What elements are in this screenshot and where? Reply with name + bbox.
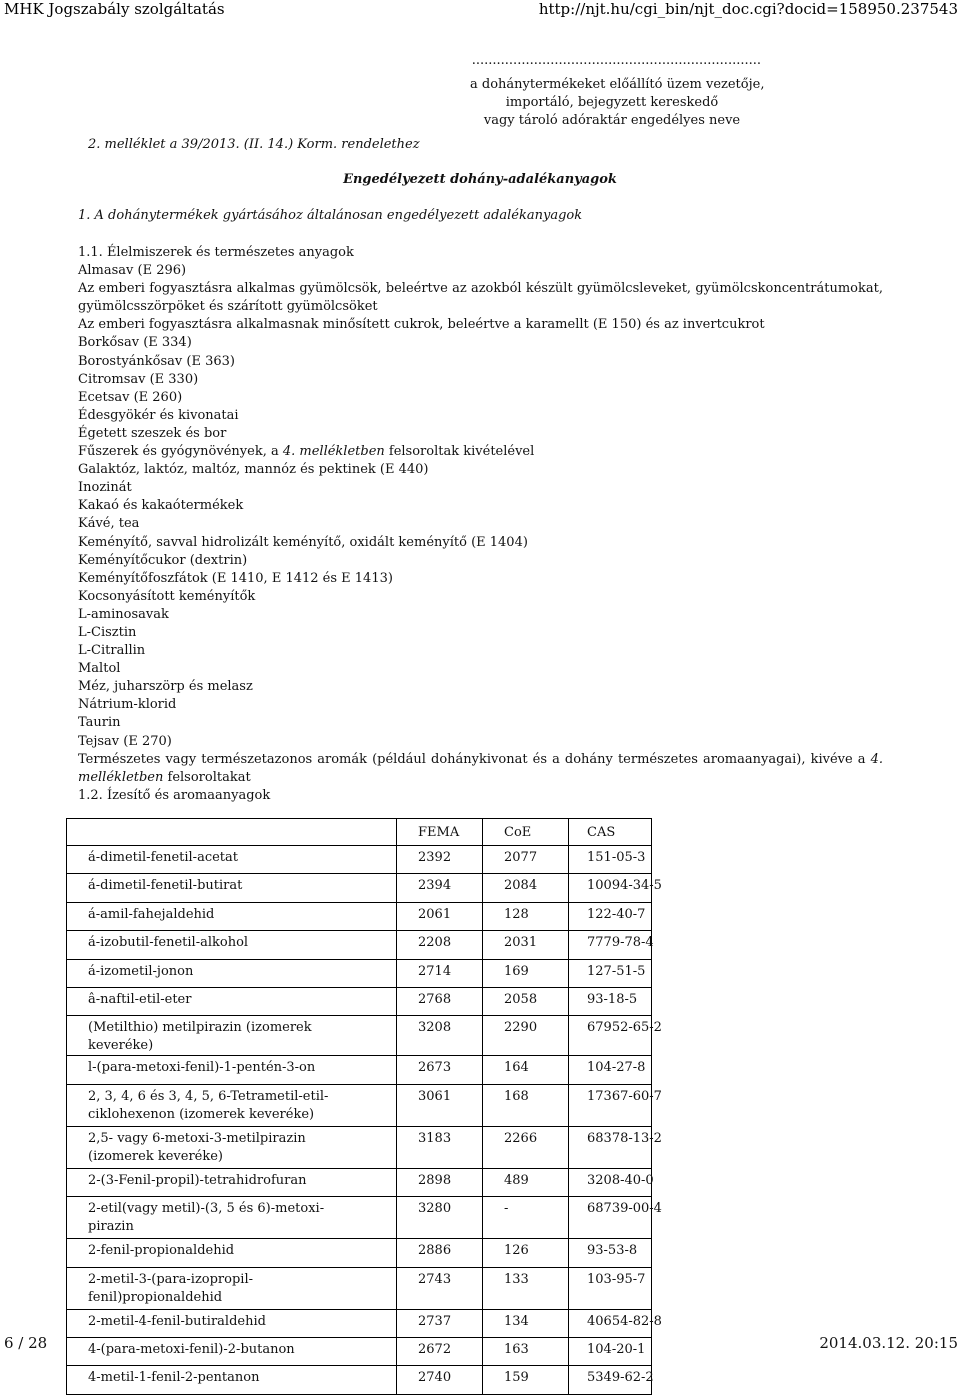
list-item: Citromsav (E 330)	[78, 371, 199, 387]
document-title: Engedélyezett dohány-adalékanyagok	[343, 172, 617, 187]
cell-cas: 17367-60-7	[569, 1084, 652, 1126]
cell-cas: 67952-65-2	[569, 1016, 652, 1056]
table-row	[67, 1337, 652, 1365]
cell-coe: 134	[483, 1309, 569, 1337]
signature-block	[470, 76, 765, 130]
cell-name: 2,5- vagy 6-metoxi-3-metilpirazin (izomerek keveréke)	[67, 1126, 397, 1168]
signature-line-3: vagy tároló adóraktár engedélyes neve	[483, 113, 741, 128]
table-row	[67, 1056, 652, 1084]
list-item: Keményítőcukor (dextrin)	[78, 552, 248, 568]
cell-name: á-izometil-jonon	[67, 959, 397, 987]
cell-name: á-amil-fahejaldehid	[67, 902, 397, 930]
spices-text: Fűszerek és gyógynövények, a	[78, 444, 283, 460]
cell-name: 2-metil-3-(para-izopropil-fenil)propionaldehid	[67, 1267, 397, 1309]
print-timestamp: 2014.03.12. 20:15	[819, 1334, 958, 1352]
cell-name: 2, 3, 4, 6 és 3, 4, 5, 6-Tetrametil-etil-ciklohexenon (izomerek keveréke)	[67, 1084, 397, 1126]
list-item: Galaktóz, laktóz, maltóz, mannóz és pektinek (E 440)	[78, 462, 429, 478]
cell-name: (Metilthio) metilpirazin (izomerek keveréke)	[67, 1016, 397, 1056]
cell-cas: 104-27-8	[569, 1056, 652, 1084]
cell-name: 4-(para-metoxi-fenil)-2-butanon	[67, 1337, 397, 1365]
cell-fema: 2743	[397, 1267, 483, 1309]
cell-fema: 2768	[397, 987, 483, 1015]
cell-name: 2-(3-Fenil-propil)-tetrahidrofuran	[67, 1168, 397, 1196]
cell-coe: 169	[483, 959, 569, 987]
cell-cas: 68378-13-2	[569, 1126, 652, 1168]
list-item: Kakaó és kakaótermékek	[78, 498, 244, 514]
cell-cas: 3208-40-0	[569, 1168, 652, 1196]
list-item: L-aminosavak	[78, 606, 169, 622]
list-item: Az emberi fogyasztásra alkalmasnak minősített cukrok, beleértve a karamellt (E 150) és az invertcukrot	[78, 317, 765, 333]
table-row	[67, 1168, 652, 1196]
cell-coe: 2058	[483, 987, 569, 1015]
list-item: Keményítő, savval hidrolizált keményítő, oxidált keményítő (E 1404)	[78, 534, 528, 550]
cell-fema: 2673	[397, 1056, 483, 1084]
list-item: Inozinát	[78, 480, 132, 496]
cell-coe: 163	[483, 1337, 569, 1365]
list-item: L-Citrallin	[78, 643, 146, 659]
cell-coe: 159	[483, 1366, 569, 1394]
cell-name: 4-metil-1-fenil-2-pentanon	[67, 1366, 397, 1394]
table-row	[67, 959, 652, 987]
aroma-text: Természetes vagy természetazonos aromák (például dohánykivonat és a dohány természetes aromaanyagai), kivéve a	[78, 751, 871, 767]
spices-item	[78, 443, 883, 461]
cell-fema: 3208	[397, 1016, 483, 1056]
table-row	[67, 1016, 652, 1056]
cell-coe: 2290	[483, 1016, 569, 1056]
cell-name: á-dimetil-fenetil-acetat	[67, 846, 397, 874]
list-item: Taurin	[78, 715, 121, 731]
table-header-row	[67, 819, 652, 846]
cell-cas: 104-20-1	[569, 1337, 652, 1365]
header-coe: CoE	[483, 819, 569, 846]
cell-cas: 103-95-7	[569, 1267, 652, 1309]
cell-coe: 489	[483, 1168, 569, 1196]
annex-reference: 2. melléklet a 39/2013. (II. 14.) Korm. rendelethez	[88, 137, 420, 152]
signature-dotted-line: ......................................................................	[471, 53, 761, 68]
cell-cas: 7779-78-4	[569, 931, 652, 959]
cell-cas: 127-51-5	[569, 959, 652, 987]
list-item: Ecetsav (E 260)	[78, 389, 183, 405]
aroma-annex-ref: 4. mellékletben	[78, 751, 883, 785]
cell-coe: 128	[483, 902, 569, 930]
list-item: Nátrium-klorid	[78, 697, 177, 713]
cell-name: â-naftil-etil-eter	[67, 987, 397, 1015]
cell-fema: 3061	[397, 1084, 483, 1126]
spices-annex-ref: 4. mellékletben	[282, 444, 385, 460]
cell-coe: 2084	[483, 874, 569, 902]
list-item: Borkősav (E 334)	[78, 335, 192, 351]
signature-line-2: importáló, bejegyzett kereskedő	[505, 95, 719, 110]
cell-coe: 168	[483, 1084, 569, 1126]
cell-name: á-dimetil-fenetil-butirat	[67, 874, 397, 902]
cell-fema: 3280	[397, 1197, 483, 1239]
cell-fema: 3183	[397, 1126, 483, 1168]
table-row	[67, 1084, 652, 1126]
table-row	[67, 1239, 652, 1267]
cell-cas: 10094-34-5	[569, 874, 652, 902]
cell-coe: 126	[483, 1239, 569, 1267]
cell-fema: 2740	[397, 1366, 483, 1394]
header-url[interactable]: http://njt.hu/cgi_bin/njt_doc.cgi?docid=158950.237543	[538, 0, 958, 18]
cell-cas: 93-53-8	[569, 1239, 652, 1267]
main-content	[78, 244, 883, 805]
table-row	[67, 1197, 652, 1239]
list-item: L-Cisztin	[78, 624, 137, 640]
list-item: Almasav (E 296)	[78, 263, 187, 279]
cell-fema: 2208	[397, 931, 483, 959]
list-item: Kávé, tea	[78, 516, 140, 532]
cell-coe: 2031	[483, 931, 569, 959]
header-cas: CAS	[569, 819, 652, 846]
cell-coe: 2077	[483, 846, 569, 874]
ingredient-list-2	[78, 461, 883, 751]
cell-cas: 40654-82-8	[569, 1309, 652, 1337]
header-site-name: MHK Jogszabály szolgáltatás	[4, 0, 225, 18]
list-item: Méz, juharszörp és melasz	[78, 679, 253, 695]
cell-coe: 2266	[483, 1126, 569, 1168]
list-item: Kocsonyásított keményítők	[78, 588, 256, 604]
cell-cas: 122-40-7	[569, 902, 652, 930]
subsection-1-2-heading: 1.2. Ízesítő és aromaanyagok	[78, 787, 271, 803]
table-row	[67, 1366, 652, 1394]
cell-fema: 2898	[397, 1168, 483, 1196]
table-row	[67, 987, 652, 1015]
cell-fema: 2672	[397, 1337, 483, 1365]
table-body	[67, 846, 662, 1395]
table-row	[67, 874, 652, 902]
table-row	[67, 1267, 652, 1309]
spices-suffix: felsoroltak kivételével	[384, 444, 535, 460]
list-item: Égetett szeszek és bor	[78, 425, 227, 441]
table-row	[67, 931, 652, 959]
list-item: Édesgyökér és kivonatai	[78, 407, 239, 423]
subsection-1-1-heading: 1.1. Élelmiszerek és természetes anyagok	[78, 245, 354, 260]
cell-name: l-(para-metoxi-fenil)-1-pentén-3-on	[67, 1056, 397, 1084]
cell-cas: 5349-62-2	[569, 1366, 652, 1394]
table-row	[67, 846, 652, 874]
cell-fema: 2394	[397, 874, 483, 902]
list-item: Tejsav (E 270)	[78, 733, 172, 749]
cell-coe: 164	[483, 1056, 569, 1084]
list-item: Borostyánkősav (E 363)	[78, 353, 235, 369]
cell-fema: 2392	[397, 846, 483, 874]
cell-fema: 2737	[397, 1309, 483, 1337]
table-row	[67, 1126, 652, 1168]
signature-line-1: a dohánytermékeket előállító üzem vezetője,	[470, 77, 765, 92]
list-item: Az emberi fogyasztásra alkalmas gyümölcsök, beleértve az azokból készült gyümölcsleveket, gyümölcskoncentrátumokat, gyümölcsszörpöket és szárított gyümölcsöket	[78, 281, 883, 315]
aroma-suffix: felsoroltakat	[163, 769, 251, 785]
page-number: 6 / 28	[4, 1334, 48, 1352]
ingredient-list-1	[78, 262, 883, 443]
section-1-heading: 1. A dohánytermékek gyártásához általánosan engedélyezett adalékanyagok	[78, 208, 583, 223]
cell-name: 2-etil(vagy metil)-(3, 5 és 6)-metoxi-pirazin	[67, 1197, 397, 1239]
header-fema: FEMA	[397, 819, 483, 846]
cell-coe: -	[483, 1197, 569, 1239]
cell-cas: 93-18-5	[569, 987, 652, 1015]
table-row	[67, 1309, 652, 1337]
table-row	[67, 902, 652, 930]
cell-coe: 133	[483, 1267, 569, 1309]
cell-name: 2-fenil-propionaldehid	[67, 1239, 397, 1267]
cell-cas: 68739-00-4	[569, 1197, 652, 1239]
cell-name: á-izobutil-fenetil-alkohol	[67, 931, 397, 959]
cell-name: 2-metil-4-fenil-butiraldehid	[67, 1309, 397, 1337]
aroma-item	[78, 751, 883, 787]
flavoring-table	[66, 818, 662, 1395]
cell-fema: 2714	[397, 959, 483, 987]
header-name	[67, 819, 397, 846]
cell-cas: 151-05-3	[569, 846, 652, 874]
cell-fema: 2061	[397, 902, 483, 930]
list-item: Keményítőfoszfátok (E 1410, E 1412 és E 1413)	[78, 570, 393, 586]
cell-fema: 2886	[397, 1239, 483, 1267]
list-item: Maltol	[78, 661, 121, 677]
